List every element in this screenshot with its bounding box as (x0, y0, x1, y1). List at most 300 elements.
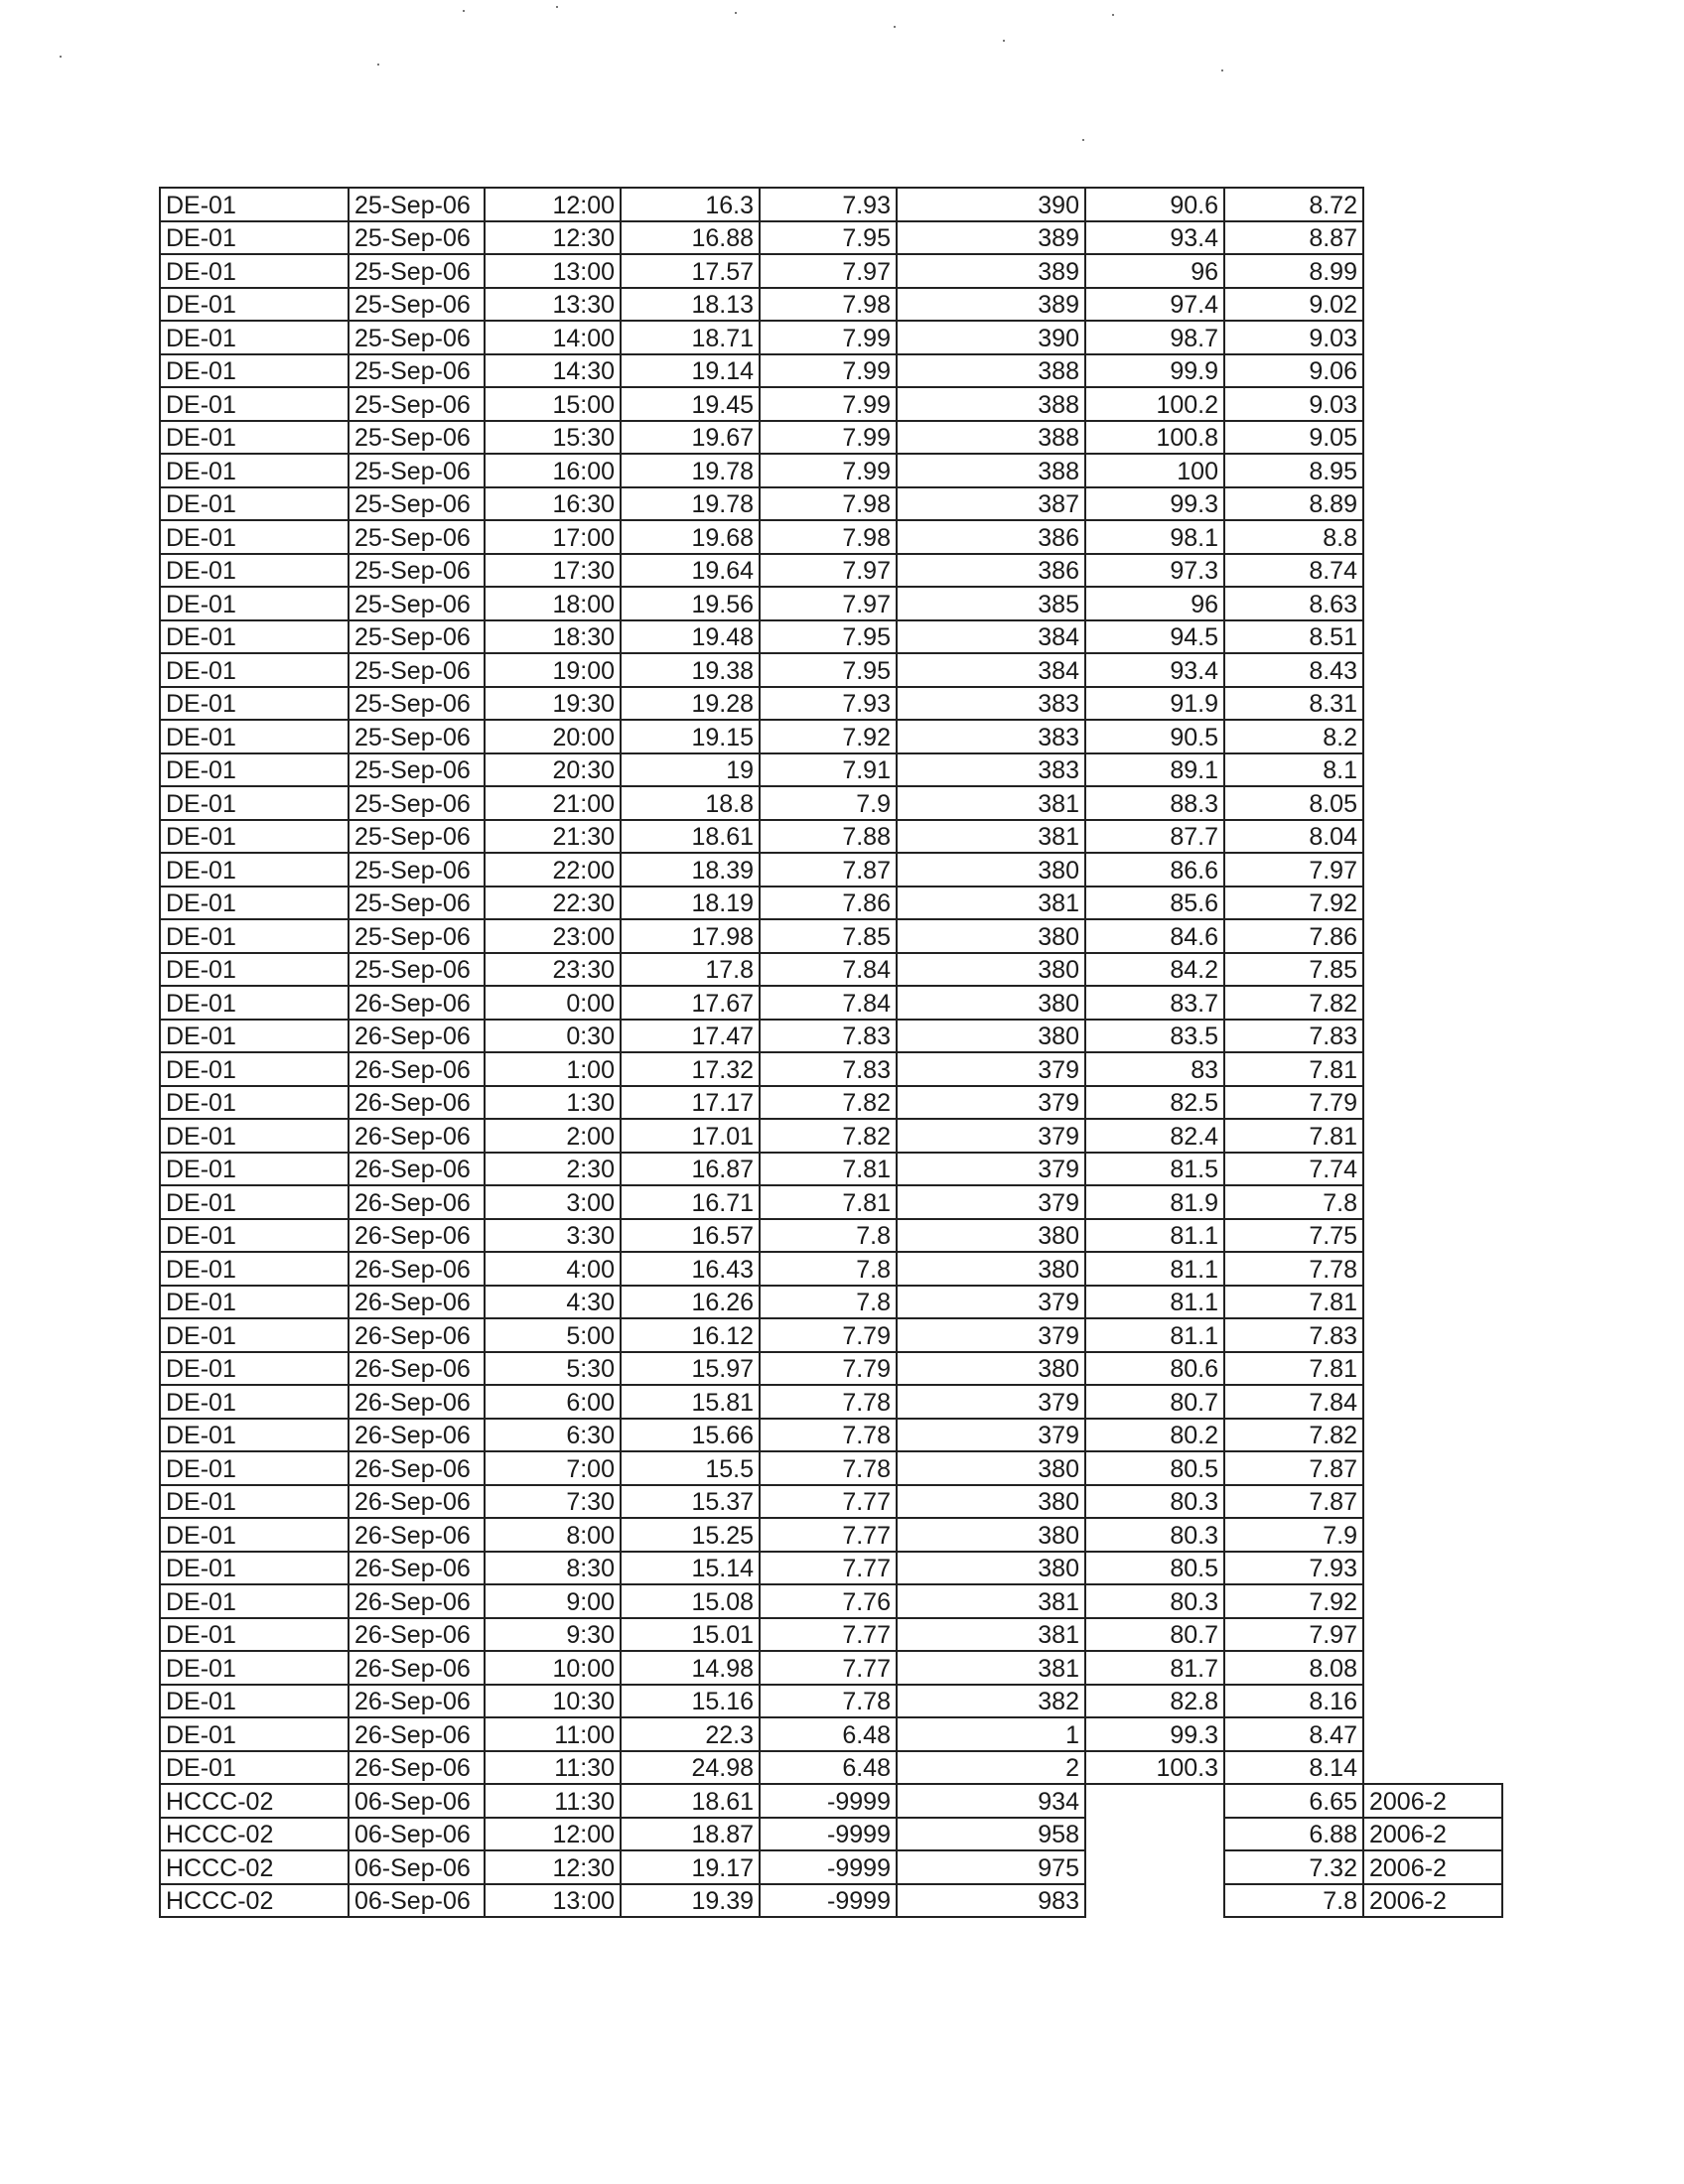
time-cell: 21:30 (485, 820, 621, 854)
date-cell: 06-Sep-06 (349, 1818, 485, 1851)
date-cell: 25-Sep-06 (349, 786, 485, 820)
date-cell: 26-Sep-06 (349, 1685, 485, 1718)
value-b-cell: 7.87 (760, 853, 897, 887)
value-b-cell: 7.93 (760, 687, 897, 721)
station-id-cell: DE-01 (160, 919, 349, 953)
value-a-cell: 18.19 (621, 887, 760, 920)
value-c-cell: 379 (897, 1052, 1085, 1086)
value-a-cell: 17.32 (621, 1052, 760, 1086)
value-a-cell: 16.3 (621, 188, 760, 221)
time-cell: 23:30 (485, 953, 621, 987)
table-row (160, 354, 1502, 388)
scan-speck (377, 64, 379, 66)
value-b-cell: 7.79 (760, 1318, 897, 1352)
value-b-cell: 7.86 (760, 887, 897, 920)
time-cell: 0:00 (485, 986, 621, 1020)
value-c-cell: 379 (897, 1153, 1085, 1186)
value-a-cell: 16.88 (621, 221, 760, 255)
value-c-cell: 386 (897, 520, 1085, 554)
date-cell: 25-Sep-06 (349, 188, 485, 221)
value-a-cell: 18.87 (621, 1818, 760, 1851)
code-cell: 2006-2 (1363, 1818, 1502, 1851)
time-cell: 9:30 (485, 1618, 621, 1652)
table-row (160, 1086, 1502, 1120)
value-b-cell: 7.8 (760, 1286, 897, 1319)
time-cell: 17:00 (485, 520, 621, 554)
value-b-cell: 7.98 (760, 487, 897, 521)
value-c-cell: 380 (897, 953, 1085, 987)
value-a-cell: 19.39 (621, 1884, 760, 1918)
value-c-cell: 379 (897, 1385, 1085, 1419)
value-e-cell: 8.63 (1224, 587, 1363, 620)
station-id-cell: DE-01 (160, 254, 349, 288)
value-e-cell: 7.78 (1224, 1252, 1363, 1286)
value-a-cell: 14.98 (621, 1651, 760, 1685)
date-cell: 25-Sep-06 (349, 454, 485, 487)
table-row (160, 1884, 1502, 1918)
value-e-cell: 9.03 (1224, 387, 1363, 421)
value-b-cell: 7.78 (760, 1385, 897, 1419)
value-c-cell: 1 (897, 1717, 1085, 1751)
date-cell: 26-Sep-06 (349, 1219, 485, 1253)
value-a-cell: 18.8 (621, 786, 760, 820)
station-id-cell: DE-01 (160, 1385, 349, 1419)
date-cell: 25-Sep-06 (349, 953, 485, 987)
value-e-cell: 8.16 (1224, 1685, 1363, 1718)
value-e-cell: 7.84 (1224, 1385, 1363, 1419)
station-id-cell: DE-01 (160, 753, 349, 787)
value-d-cell: 98.1 (1085, 520, 1224, 554)
date-cell: 25-Sep-06 (349, 254, 485, 288)
table-row (160, 1385, 1502, 1419)
value-c-cell: 380 (897, 1252, 1085, 1286)
value-b-cell: -9999 (760, 1818, 897, 1851)
table-row (160, 919, 1502, 953)
table-row (160, 1751, 1502, 1785)
value-b-cell: 7.99 (760, 321, 897, 354)
date-cell: 26-Sep-06 (349, 1451, 485, 1485)
value-a-cell: 18.13 (621, 288, 760, 322)
code-cell: 2006-2 (1363, 1884, 1502, 1918)
time-cell: 12:30 (485, 1850, 621, 1884)
time-cell: 16:30 (485, 487, 621, 521)
station-id-cell: DE-01 (160, 1286, 349, 1319)
time-cell: 19:30 (485, 687, 621, 721)
date-cell: 26-Sep-06 (349, 1352, 485, 1386)
value-d-cell: 89.1 (1085, 753, 1224, 787)
value-b-cell: 7.99 (760, 387, 897, 421)
time-cell: 1:30 (485, 1086, 621, 1120)
value-c-cell: 384 (897, 620, 1085, 654)
station-id-cell: DE-01 (160, 687, 349, 721)
table-row (160, 454, 1502, 487)
station-id-cell: DE-01 (160, 1419, 349, 1452)
value-d-cell: 87.7 (1085, 820, 1224, 854)
value-a-cell: 16.57 (621, 1219, 760, 1253)
date-cell: 25-Sep-06 (349, 288, 485, 322)
value-d-cell: 81.1 (1085, 1286, 1224, 1319)
station-id-cell: DE-01 (160, 986, 349, 1020)
value-b-cell: 7.77 (760, 1552, 897, 1585)
time-cell: 20:00 (485, 720, 621, 753)
value-e-cell: 8.89 (1224, 487, 1363, 521)
value-d-cell: 81.5 (1085, 1153, 1224, 1186)
value-d-cell: 81.1 (1085, 1318, 1224, 1352)
value-b-cell: 7.83 (760, 1052, 897, 1086)
time-cell: 15:30 (485, 421, 621, 455)
station-id-cell: DE-01 (160, 887, 349, 920)
value-d-cell: 82.4 (1085, 1119, 1224, 1153)
value-e-cell: 8.14 (1224, 1751, 1363, 1785)
value-b-cell: 7.93 (760, 188, 897, 221)
time-cell: 1:00 (485, 1052, 621, 1086)
date-cell: 26-Sep-06 (349, 1419, 485, 1452)
value-a-cell: 19.45 (621, 387, 760, 421)
value-c-cell: 388 (897, 354, 1085, 388)
table-row (160, 1850, 1502, 1884)
time-cell: 16:00 (485, 454, 621, 487)
date-cell: 26-Sep-06 (349, 1318, 485, 1352)
value-e-cell: 7.82 (1224, 986, 1363, 1020)
value-a-cell: 19.67 (621, 421, 760, 455)
value-d-cell: 80.5 (1085, 1552, 1224, 1585)
table-row (160, 1451, 1502, 1485)
value-e-cell: 7.8 (1224, 1185, 1363, 1219)
table-row (160, 1485, 1502, 1519)
table-row (160, 1518, 1502, 1552)
value-c-cell: 958 (897, 1818, 1085, 1851)
value-d-cell: 100.8 (1085, 421, 1224, 455)
value-a-cell: 19.14 (621, 354, 760, 388)
value-a-cell: 17.57 (621, 254, 760, 288)
value-b-cell: 7.84 (760, 986, 897, 1020)
value-c-cell: 387 (897, 487, 1085, 521)
date-cell: 25-Sep-06 (349, 687, 485, 721)
value-c-cell: 380 (897, 1020, 1085, 1053)
value-d-cell: 83.7 (1085, 986, 1224, 1020)
value-b-cell: 7.99 (760, 354, 897, 388)
station-id-cell: DE-01 (160, 288, 349, 322)
table-row (160, 254, 1502, 288)
value-c-cell: 379 (897, 1185, 1085, 1219)
station-id-cell: DE-01 (160, 1618, 349, 1652)
value-d-cell: 90.5 (1085, 720, 1224, 753)
scan-speck (556, 6, 558, 8)
date-cell: 25-Sep-06 (349, 753, 485, 787)
value-a-cell: 19 (621, 753, 760, 787)
value-d-cell: 99.9 (1085, 354, 1224, 388)
value-c-cell: 381 (897, 1618, 1085, 1652)
table-row (160, 1119, 1502, 1153)
value-c-cell: 380 (897, 1219, 1085, 1253)
value-b-cell: 7.97 (760, 587, 897, 620)
value-d-cell: 80.7 (1085, 1385, 1224, 1419)
time-cell: 4:30 (485, 1286, 621, 1319)
value-a-cell: 15.16 (621, 1685, 760, 1718)
value-e-cell: 7.92 (1224, 1584, 1363, 1618)
value-a-cell: 15.14 (621, 1552, 760, 1585)
value-a-cell: 22.3 (621, 1717, 760, 1751)
value-b-cell: 7.8 (760, 1219, 897, 1253)
time-cell: 22:00 (485, 853, 621, 887)
value-b-cell: 7.95 (760, 653, 897, 687)
value-d-cell: 81.1 (1085, 1219, 1224, 1253)
value-e-cell: 7.79 (1224, 1086, 1363, 1120)
table-row (160, 1685, 1502, 1718)
value-a-cell: 16.43 (621, 1252, 760, 1286)
station-id-cell: DE-01 (160, 1153, 349, 1186)
value-b-cell: -9999 (760, 1784, 897, 1818)
station-id-cell: DE-01 (160, 421, 349, 455)
station-id-cell: DE-01 (160, 188, 349, 221)
value-e-cell: 7.97 (1224, 853, 1363, 887)
table-row (160, 1318, 1502, 1352)
time-cell: 5:30 (485, 1352, 621, 1386)
table-row (160, 321, 1502, 354)
value-e-cell: 7.81 (1224, 1119, 1363, 1153)
station-id-cell: DE-01 (160, 653, 349, 687)
time-cell: 3:30 (485, 1219, 621, 1253)
value-c-cell: 2 (897, 1751, 1085, 1785)
value-b-cell: 6.48 (760, 1751, 897, 1785)
value-c-cell: 380 (897, 919, 1085, 953)
table-row (160, 221, 1502, 255)
value-d-cell: 93.4 (1085, 221, 1224, 255)
value-c-cell: 379 (897, 1318, 1085, 1352)
date-cell: 25-Sep-06 (349, 354, 485, 388)
value-a-cell: 19.15 (621, 720, 760, 753)
value-b-cell: 7.99 (760, 454, 897, 487)
table-row (160, 687, 1502, 721)
time-cell: 7:00 (485, 1451, 621, 1485)
value-a-cell: 16.26 (621, 1286, 760, 1319)
time-cell: 18:00 (485, 587, 621, 620)
value-a-cell: 16.71 (621, 1185, 760, 1219)
value-b-cell: 7.77 (760, 1618, 897, 1652)
station-id-cell: DE-01 (160, 1086, 349, 1120)
time-cell: 8:00 (485, 1518, 621, 1552)
value-e-cell: 7.93 (1224, 1552, 1363, 1585)
time-cell: 19:00 (485, 653, 621, 687)
value-b-cell: 7.81 (760, 1153, 897, 1186)
scan-speck (894, 26, 896, 28)
table-row (160, 1818, 1502, 1851)
table-row (160, 1584, 1502, 1618)
value-b-cell: 7.82 (760, 1086, 897, 1120)
value-a-cell: 18.71 (621, 321, 760, 354)
station-id-cell: DE-01 (160, 1352, 349, 1386)
value-c-cell: 381 (897, 786, 1085, 820)
value-d-cell: 80.3 (1085, 1584, 1224, 1618)
value-b-cell: 7.77 (760, 1651, 897, 1685)
value-e-cell: 8.87 (1224, 221, 1363, 255)
value-e-cell: 7.75 (1224, 1219, 1363, 1253)
value-b-cell: 7.98 (760, 520, 897, 554)
value-a-cell: 18.61 (621, 1784, 760, 1818)
value-e-cell: 8.95 (1224, 454, 1363, 487)
value-a-cell: 15.25 (621, 1518, 760, 1552)
value-b-cell: -9999 (760, 1884, 897, 1918)
value-a-cell: 17.17 (621, 1086, 760, 1120)
table-body (160, 188, 1502, 1917)
value-d-cell: 80.5 (1085, 1451, 1224, 1485)
date-cell: 25-Sep-06 (349, 820, 485, 854)
value-d-cell: 81.9 (1085, 1185, 1224, 1219)
value-b-cell: 7.92 (760, 720, 897, 753)
table-row (160, 1352, 1502, 1386)
value-e-cell: 8.2 (1224, 720, 1363, 753)
time-cell: 22:30 (485, 887, 621, 920)
date-cell: 25-Sep-06 (349, 620, 485, 654)
value-e-cell: 7.82 (1224, 1419, 1363, 1452)
value-c-cell: 983 (897, 1884, 1085, 1918)
table-row (160, 387, 1502, 421)
time-cell: 0:30 (485, 1020, 621, 1053)
value-c-cell: 380 (897, 1451, 1085, 1485)
date-cell: 25-Sep-06 (349, 853, 485, 887)
value-a-cell: 19.64 (621, 554, 760, 588)
value-c-cell: 379 (897, 1086, 1085, 1120)
value-e-cell: 8.51 (1224, 620, 1363, 654)
value-c-cell: 379 (897, 1419, 1085, 1452)
time-cell: 9:00 (485, 1584, 621, 1618)
date-cell: 26-Sep-06 (349, 1717, 485, 1751)
value-e-cell: 7.87 (1224, 1485, 1363, 1519)
station-id-cell: DE-01 (160, 620, 349, 654)
time-cell: 10:00 (485, 1651, 621, 1685)
value-a-cell: 17.01 (621, 1119, 760, 1153)
value-c-cell: 380 (897, 1518, 1085, 1552)
station-id-cell: DE-01 (160, 1119, 349, 1153)
date-cell: 25-Sep-06 (349, 919, 485, 953)
table-row (160, 1219, 1502, 1253)
value-b-cell: 7.85 (760, 919, 897, 953)
value-c-cell: 386 (897, 554, 1085, 588)
value-a-cell: 16.12 (621, 1318, 760, 1352)
value-d-cell: 80.3 (1085, 1518, 1224, 1552)
station-id-cell: DE-01 (160, 354, 349, 388)
time-cell: 5:00 (485, 1318, 621, 1352)
date-cell: 26-Sep-06 (349, 1020, 485, 1053)
table-row (160, 953, 1502, 987)
value-d-cell: 88.3 (1085, 786, 1224, 820)
time-cell: 11:00 (485, 1717, 621, 1751)
time-cell: 4:00 (485, 1252, 621, 1286)
date-cell: 25-Sep-06 (349, 421, 485, 455)
value-c-cell: 389 (897, 221, 1085, 255)
table-row (160, 1784, 1502, 1818)
date-cell: 26-Sep-06 (349, 1086, 485, 1120)
station-id-cell: DE-01 (160, 1020, 349, 1053)
time-cell: 21:00 (485, 786, 621, 820)
value-e-cell: 7.81 (1224, 1352, 1363, 1386)
station-id-cell: DE-01 (160, 1252, 349, 1286)
value-e-cell: 9.06 (1224, 354, 1363, 388)
value-c-cell: 975 (897, 1850, 1085, 1884)
table-row (160, 1286, 1502, 1319)
value-a-cell: 18.39 (621, 853, 760, 887)
date-cell: 26-Sep-06 (349, 1153, 485, 1186)
value-a-cell: 15.08 (621, 1584, 760, 1618)
station-id-cell: DE-01 (160, 1318, 349, 1352)
table-row (160, 986, 1502, 1020)
time-cell: 14:30 (485, 354, 621, 388)
station-id-cell: DE-01 (160, 1685, 349, 1718)
date-cell: 06-Sep-06 (349, 1784, 485, 1818)
date-cell: 25-Sep-06 (349, 653, 485, 687)
value-a-cell: 24.98 (621, 1751, 760, 1785)
value-c-cell: 388 (897, 387, 1085, 421)
date-cell: 25-Sep-06 (349, 587, 485, 620)
value-c-cell: 388 (897, 454, 1085, 487)
value-e-cell: 7.8 (1224, 1884, 1363, 1918)
value-d-cell: 83.5 (1085, 1020, 1224, 1053)
table-row (160, 620, 1502, 654)
station-id-cell: DE-01 (160, 1518, 349, 1552)
time-cell: 17:30 (485, 554, 621, 588)
scan-speck (1221, 69, 1223, 71)
value-d-cell: 100 (1085, 454, 1224, 487)
value-c-cell: 389 (897, 288, 1085, 322)
value-b-cell: 6.48 (760, 1717, 897, 1751)
station-id-cell: DE-01 (160, 1751, 349, 1785)
value-b-cell: 7.88 (760, 820, 897, 854)
value-a-cell: 19.78 (621, 487, 760, 521)
date-cell: 26-Sep-06 (349, 1584, 485, 1618)
value-c-cell: 390 (897, 321, 1085, 354)
value-c-cell: 382 (897, 1685, 1085, 1718)
value-d-cell: 99.3 (1085, 487, 1224, 521)
value-d-cell: 81.1 (1085, 1252, 1224, 1286)
value-e-cell: 8.72 (1224, 188, 1363, 221)
station-id-cell: DE-01 (160, 720, 349, 753)
value-c-cell: 390 (897, 188, 1085, 221)
time-cell: 12:00 (485, 1818, 621, 1851)
value-d-cell: 80.2 (1085, 1419, 1224, 1452)
value-e-cell: 7.81 (1224, 1286, 1363, 1319)
time-cell: 18:30 (485, 620, 621, 654)
date-cell: 26-Sep-06 (349, 1252, 485, 1286)
date-cell: 25-Sep-06 (349, 487, 485, 521)
value-b-cell: 7.97 (760, 554, 897, 588)
value-d-cell (1085, 1784, 1224, 1818)
value-d-cell: 99.3 (1085, 1717, 1224, 1751)
table-row (160, 720, 1502, 753)
table-row (160, 520, 1502, 554)
date-cell: 25-Sep-06 (349, 554, 485, 588)
date-cell: 25-Sep-06 (349, 387, 485, 421)
value-b-cell: 7.97 (760, 254, 897, 288)
value-c-cell: 380 (897, 986, 1085, 1020)
station-id-cell: DE-01 (160, 554, 349, 588)
value-c-cell: 381 (897, 1651, 1085, 1685)
table-row (160, 1153, 1502, 1186)
station-id-cell: HCCC-02 (160, 1818, 349, 1851)
station-id-cell: DE-01 (160, 786, 349, 820)
value-a-cell: 17.8 (621, 953, 760, 987)
time-cell: 12:30 (485, 221, 621, 255)
table-row (160, 1419, 1502, 1452)
station-id-cell: DE-01 (160, 1219, 349, 1253)
date-cell: 26-Sep-06 (349, 1286, 485, 1319)
station-id-cell: HCCC-02 (160, 1784, 349, 1818)
station-id-cell: HCCC-02 (160, 1850, 349, 1884)
value-b-cell: 7.78 (760, 1419, 897, 1452)
value-d-cell (1085, 1884, 1224, 1918)
table-row (160, 1252, 1502, 1286)
date-cell: 25-Sep-06 (349, 221, 485, 255)
scan-speck (1112, 14, 1114, 16)
